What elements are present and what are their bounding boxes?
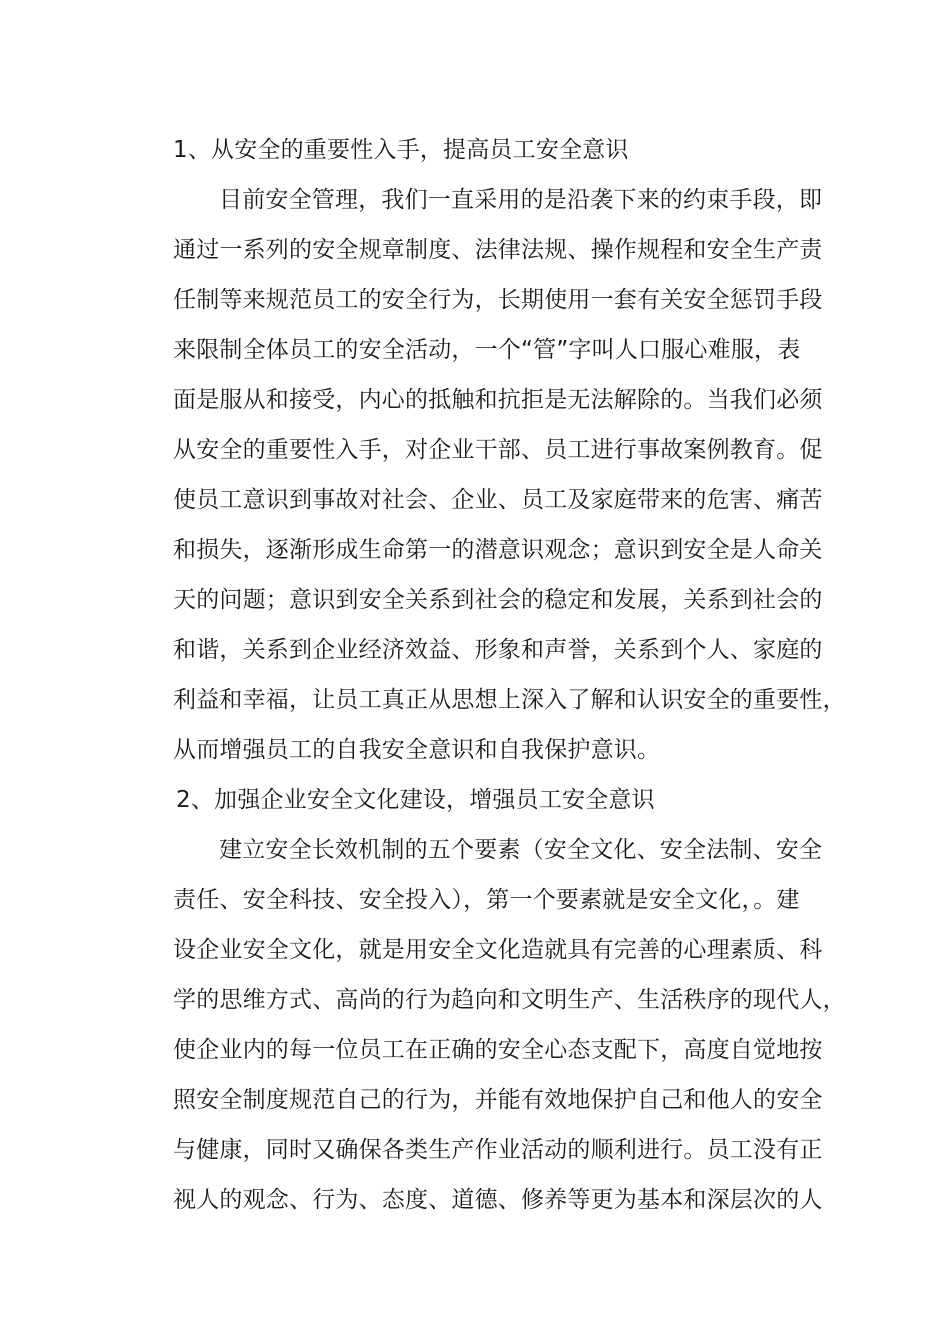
paragraph-line: 面是服从和接受，内心的抵触和抗拒是无法解除的。当我们必须 (173, 387, 823, 413)
section-heading: 2、加强企业安全文化建设，增强员工安全意识 (176, 787, 655, 813)
paragraph-line: 设企业安全文化，就是用安全文化造就具有完善的心理素质、科 (173, 937, 823, 963)
paragraph-line: 天的问题；意识到安全关系到社会的稳定和发展，关系到社会的 (173, 587, 823, 613)
paragraph-line: 和谐，关系到企业经济效益、形象和声誉，关系到个人、家庭的 (173, 637, 823, 663)
paragraph-line: 视人的观念、行为、态度、道德、修养等更为基本和深层次的人 (173, 1187, 823, 1213)
paragraph-line: 来限制全体员工的安全活动，一个“管”字叫人口服心难服，表 (173, 337, 801, 363)
paragraph-line: 目前安全管理，我们一直采用的是沿袭下来的约束手段，即 (219, 187, 823, 213)
paragraph-line: 和损失，逐渐形成生命第一的潜意识观念；意识到安全是人命关 (173, 537, 823, 563)
paragraph-line: 任制等来规范员工的安全行为，长期使用一套有关安全惩罚手段 (173, 287, 823, 313)
paragraph-line: 与健康，同时又确保各类生产作业活动的顺利进行。员工没有正 (173, 1137, 823, 1163)
paragraph-line: 使企业内的每一位员工在正确的安全心态支配下，高度自觉地按 (173, 1037, 823, 1063)
paragraph-line: 建立安全长效机制的五个要素（安全文化、安全法制、安全 (219, 837, 823, 863)
paragraph-line: 使员工意识到事故对社会、企业、员工及家庭带来的危害、痛苦 (173, 487, 823, 513)
paragraph-line: 通过一系列的安全规章制度、法律法规、操作规程和安全生产责 (173, 237, 823, 263)
section-heading: 1、从安全的重要性入手，提高员工安全意识 (173, 137, 629, 163)
paragraph-line: 责任、安全科技、安全投入），第一个要素就是安全文化，。建 (173, 887, 800, 913)
paragraph-line: 利益和幸福，让员工真正从思想上深入了解和认识安全的重要性， (173, 687, 846, 713)
paragraph-line: 照安全制度规范自己的行为，并能有效地保护自己和他人的安全 (173, 1087, 823, 1113)
paragraph-line: 学的思维方式、高尚的行为趋向和文明生产、生活秩序的现代人， (173, 987, 846, 1013)
paragraph-line: 从安全的重要性入手，对企业干部、员工进行事故案例教育。促 (173, 437, 823, 463)
paragraph-line: 从而增强员工的自我安全意识和自我保护意识。 (173, 737, 661, 763)
